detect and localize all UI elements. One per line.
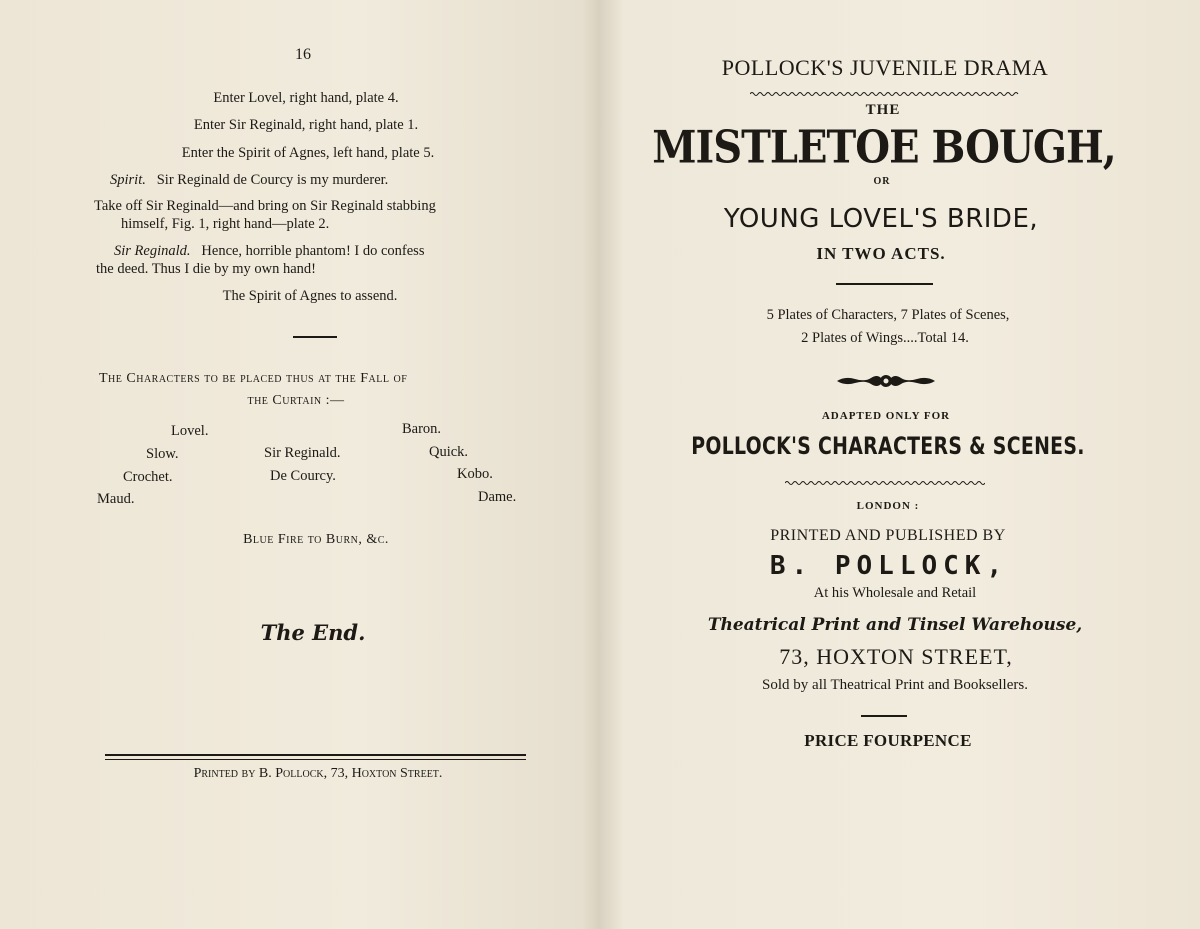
speaker-name: Spirit. bbox=[110, 172, 146, 188]
footer-rule bbox=[105, 754, 526, 756]
character-position: Sir Reginald. bbox=[264, 445, 341, 461]
characters-heading: the Curtain :— bbox=[247, 393, 345, 408]
address-line: 73, HOXTON STREET, bbox=[779, 644, 1013, 669]
stage-direction-line: Enter Lovel, right hand, plate 4. bbox=[213, 90, 399, 106]
stage-direction-line: Enter the Spirit of Agnes, left hand, plate 5. bbox=[181, 145, 435, 161]
divider bbox=[861, 715, 907, 717]
characters-scenes-title: POLLOCK'S CHARACTERS & SCENES. bbox=[691, 432, 1085, 460]
wavy-rule bbox=[785, 480, 985, 486]
spirit-line bbox=[110, 172, 388, 189]
character-position: Kobo. bbox=[457, 466, 493, 482]
characters-heading: The Characters to be placed thus at the Fall of bbox=[99, 371, 408, 386]
right-page bbox=[600, 0, 1200, 929]
wholesale-line: At his Wholesale and Retail bbox=[813, 585, 977, 601]
the-label: THE bbox=[865, 102, 901, 118]
series-title: POLLOCK'S JUVENILE DRAMA bbox=[721, 55, 1049, 80]
stage-direction-line: himself, Fig. 1, right hand—plate 2. bbox=[121, 216, 330, 232]
printed-published: PRINTED AND PUBLISHED BY bbox=[770, 527, 1006, 544]
price-label: PRICE FOURPENCE bbox=[804, 731, 972, 750]
character-position: Lovel. bbox=[171, 423, 209, 439]
reginald-line bbox=[114, 243, 424, 260]
dialogue-text: the deed. Thus I die by my own hand! bbox=[96, 261, 317, 277]
the-end: The End. bbox=[260, 620, 366, 645]
printer-footer: Printed by B. Pollock, 73, Hoxton Street. bbox=[193, 766, 443, 781]
character-position: Baron. bbox=[402, 421, 442, 437]
wavy-rule bbox=[750, 91, 1020, 97]
subtitle: YOUNG LOVEL'S BRIDE, bbox=[723, 204, 1039, 234]
blue-fire-direction: Blue Fire to Burn, &c. bbox=[243, 532, 389, 547]
warehouse-line: Theatrical Print and Tinsel Warehouse, bbox=[707, 615, 1083, 635]
page-number: 16 bbox=[295, 46, 311, 63]
london-label: LONDON : bbox=[856, 500, 920, 512]
character-position: Maud. bbox=[97, 491, 135, 507]
divider bbox=[293, 336, 337, 338]
speaker-name: Sir Reginald. bbox=[114, 243, 191, 259]
sold-by-line: Sold by all Theatrical Print and Booksellers. bbox=[762, 677, 1028, 693]
or-label: OR bbox=[873, 176, 891, 187]
plates-line: 2 Plates of Wings....Total 14. bbox=[801, 330, 969, 346]
main-title: MISTLETOE BOUGH, bbox=[652, 121, 1116, 174]
character-position: Quick. bbox=[429, 444, 469, 460]
dialogue-text: Sir Reginald de Courcy is my murderer. bbox=[156, 172, 389, 188]
footer-rule bbox=[105, 759, 526, 760]
stage-direction-line: The Spirit of Agnes to assend. bbox=[222, 288, 398, 304]
character-position: De Courcy. bbox=[270, 468, 336, 484]
character-position: Dame. bbox=[478, 489, 517, 505]
adapted-label: ADAPTED ONLY FOR bbox=[821, 410, 951, 422]
character-position: Slow. bbox=[146, 446, 179, 462]
divider bbox=[836, 283, 933, 285]
publisher-name: B. POLLOCK, bbox=[769, 551, 1009, 581]
acts-label: IN TWO ACTS. bbox=[816, 244, 946, 263]
plates-line: 5 Plates of Characters, 7 Plates of Scenes, bbox=[766, 307, 1010, 323]
stage-direction-line: Enter Sir Reginald, right hand, plate 1. bbox=[193, 117, 419, 133]
stage-direction-line: Take off Sir Reginald—and bring on Sir Reginald stabbing bbox=[94, 198, 436, 214]
dialogue-text: Hence, horrible phantom! I do confess bbox=[201, 243, 425, 259]
character-position: Crochet. bbox=[123, 469, 173, 485]
ornament-icon bbox=[835, 372, 937, 390]
